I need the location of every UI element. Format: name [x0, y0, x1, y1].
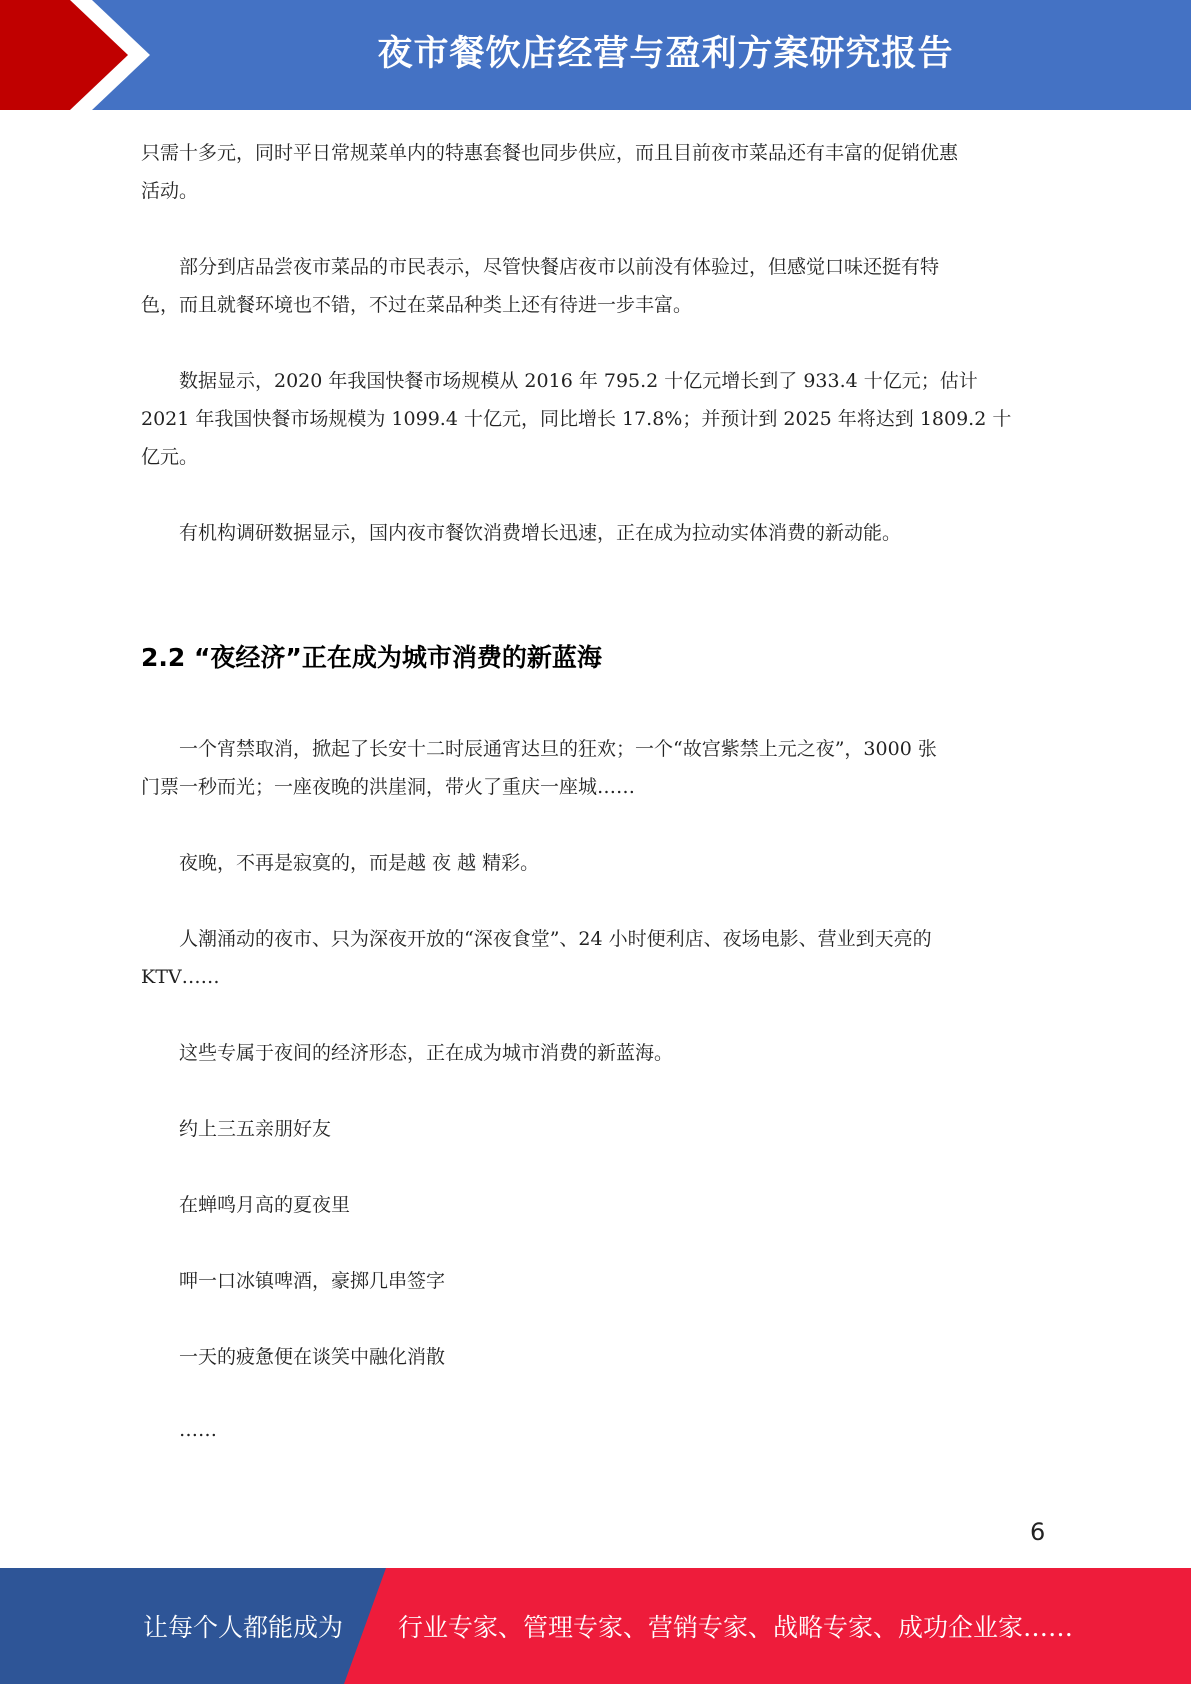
- paragraph-1: [141, 134, 1051, 210]
- paragraph-11: [141, 1262, 1051, 1300]
- paragraph-line: 人潮涌动的夜市、只为深夜开放的“深夜食堂”、24 小时便利店、夜场电影、营业到天亮的: [141, 928, 932, 950]
- paragraph-5: [141, 730, 1051, 806]
- paragraph-line: 约上三五亲朋好友: [141, 1118, 332, 1140]
- paragraph-line: 只需十多元，同时平日常规菜单内的特惠套餐也同步供应，而且目前夜市菜品还有丰富的促销优惠: [141, 142, 959, 164]
- paragraph-line: 一天的疲惫便在谈笑中融化消散: [141, 1346, 446, 1368]
- paragraph-line: ……: [141, 1419, 218, 1441]
- paragraph-9: [141, 1110, 1051, 1148]
- paragraph-12: [141, 1338, 1051, 1376]
- paragraph-line: 活动。: [141, 180, 199, 202]
- paragraph-line: 呷一口冰镇啤酒，豪掷几串签字: [141, 1270, 446, 1292]
- paragraph-line: 夜晚，不再是寂寞的，而是越 夜 越 精彩。: [141, 852, 540, 874]
- page-header: [0, 0, 1191, 110]
- paragraph-line: 一个宵禁取消，掀起了长安十二时辰通宵达旦的狂欢；一个“故宫紫禁上元之夜”，3000 张: [141, 738, 937, 760]
- paragraph-line: 这些专属于夜间的经济形态，正在成为城市消费的新蓝海。: [141, 1042, 674, 1064]
- paragraph-6: [141, 844, 1051, 882]
- paragraph-line: 数据显示，2020 年我国快餐市场规模从 2016 年 795.2 十亿元增长到了 933.4 十亿元；估计: [141, 370, 978, 392]
- page-footer: [0, 1568, 1191, 1684]
- footer-slogan-left: 让每个人都能成为: [143, 1613, 344, 1642]
- report-title: 夜市餐饮店经营与盈利方案研究报告: [377, 34, 954, 74]
- paragraph-8: [141, 1034, 1051, 1072]
- paragraph-3: [141, 362, 1051, 476]
- paragraph-7: [141, 920, 1051, 996]
- paragraph-line: 部分到店品尝夜市菜品的市民表示，尽管快餐店夜市以前没有体验过，但感觉口味还挺有特: [141, 256, 940, 278]
- paragraph-10: [141, 1186, 1051, 1224]
- paragraph-13: [141, 1411, 1051, 1449]
- paragraph-line: 在蝉鸣月高的夏夜里: [141, 1194, 351, 1216]
- paragraph-line: 门票一秒而光；一座夜晚的洪崖洞，带火了重庆一座城……: [141, 776, 636, 798]
- paragraph-line: 亿元。: [141, 446, 199, 468]
- paragraph-line: 色，而且就餐环境也不错，不过在菜品种类上还有待进一步丰富。: [141, 294, 693, 316]
- paragraph-4: [141, 514, 1051, 552]
- paragraph-line: 有机构调研数据显示，国内夜市餐饮消费增长迅速，正在成为拉动实体消费的新动能。: [141, 522, 902, 544]
- section-heading: 2.2 “夜经济”正在成为城市消费的新蓝海: [141, 643, 602, 672]
- paragraph-line: 2021 年我国快餐市场规模为 1099.4 十亿元，同比增长 17.8%；并预计到 2025 年将达到 1809.2 十: [141, 408, 1012, 430]
- footer-slogan-right: 行业专家、管理专家、营销专家、战略专家、成功企业家……: [398, 1613, 1074, 1642]
- paragraph-line: KTV……: [141, 966, 220, 988]
- paragraph-2: [141, 248, 1051, 324]
- page-number: 6: [1030, 1518, 1046, 1546]
- header-arrow-decoration: [0, 0, 160, 110]
